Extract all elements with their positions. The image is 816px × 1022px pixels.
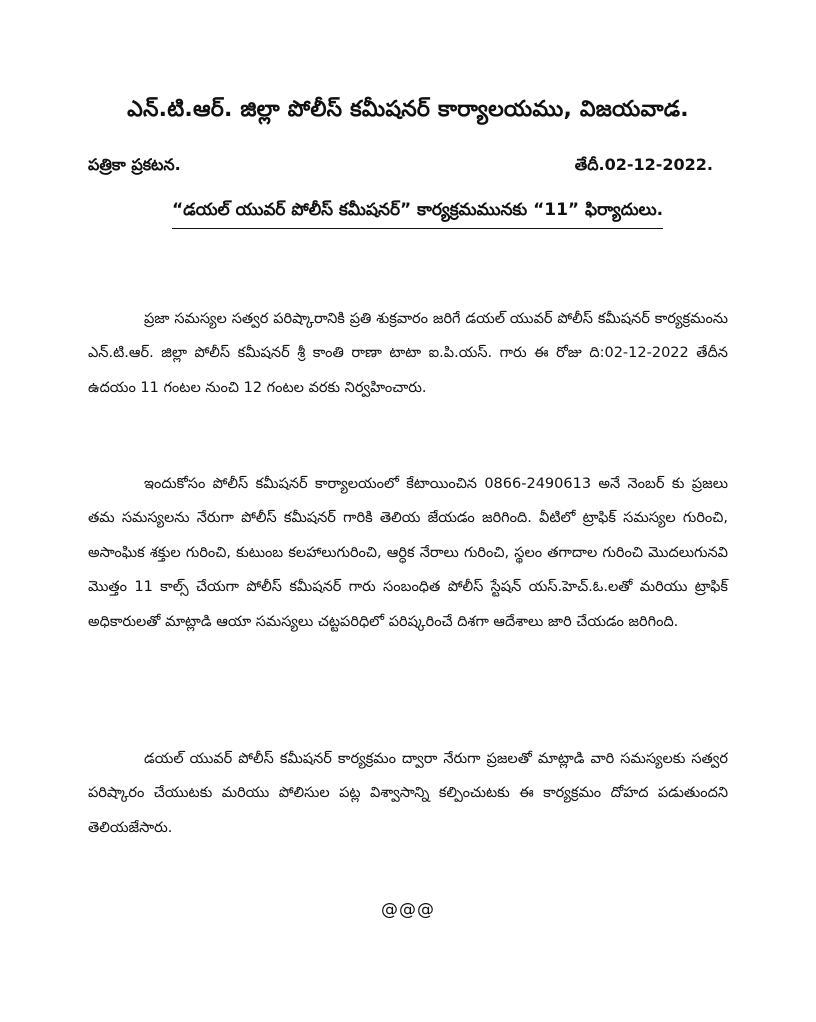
press-release-label: పత్రికా ప్రకటన. bbox=[88, 155, 181, 174]
subject-heading: “డయల్ యువర్ పోలీస్ కమీషనర్” కార్యక్రమమునకు “11” ఫిర్యాదులు. bbox=[172, 200, 663, 229]
body-paragraph-3: డయల్ యువర్ పోలీస్ కమీషనర్ కార్యక్రమం ద్వారా నేరుగా ప్రజలతో మాట్లాడి వారి సమస్యలకు సత్వర పరిష్కారం చేయుటకు మరియు పోలిసుల పట్ల విశ్వాసాన్ని కల్పించుటకు ఈ కార్యక్రమం దోహద పడుతుందని తెలియజేసారు. bbox=[88, 750, 728, 836]
press-release-date: తేదీ.02-12-2022. bbox=[574, 155, 713, 174]
body-paragraph-2: ఇందుకోసం పోలీస్ కమీషనర్ కార్యాలయంలో కేటాయించిన 0866-2490613 అనే నెంబర్ కు ప్రజలు తమ సమస్యలను నేరుగా పోలీస్ కమీషనర్ గారికి తెలియ జేయడం జరిగింది. వీటిలో ట్రాఫిక్ సమస్యల గురించి, అసాంఘిక శక్తుల గురించి, కుటుంబ కలహాలుగురించి, ఆర్ధిక నేరాలు గురించి, స్థలం తగాదాల గురించి మొదలుగునవి మొత్తం 11 కాల్స్ చేయగా పోలీస్ కమీషనర్ గారు సంబంధిత పోలీస్ స్టేషన్ యస్.హెచ్.ఓ.లతో మరియు ట్రాఫిక్ అధికారులతో మాట్లాడి ఆయా సమస్యలు చట్టపరిధిలో పరిష్కరించే దిశగా ఆదేశాలు జారి చేయడం జరిగింది. bbox=[88, 475, 728, 630]
body-paragraph-1: ప్రజా సమస్యల సత్వర పరిష్కారానికి ప్రతి శుక్రవారం జరిగే డయల్ యువర్ పోలీస్ కమీషనర్ కార్యక్రమంను ఎన్.టి.ఆర్. జిల్లా పోలీస్ కమీషనర్ శ్రీ కాంతి రాణా టాటా ఐ.పి.యస్. గారు ఈ రోజు ది:02-12-2022 తేదీన ఉదయం 11 గంటల నుంచి 12 గంటల వరకు నిర్వహించారు. bbox=[88, 310, 728, 396]
closing-mark: @@@ bbox=[381, 900, 435, 920]
office-title: ఎన్.టి.ఆర్. జిల్లా పోలీస్ కమీషనర్ కార్యాలయము, విజయవాడ. bbox=[127, 97, 689, 122]
